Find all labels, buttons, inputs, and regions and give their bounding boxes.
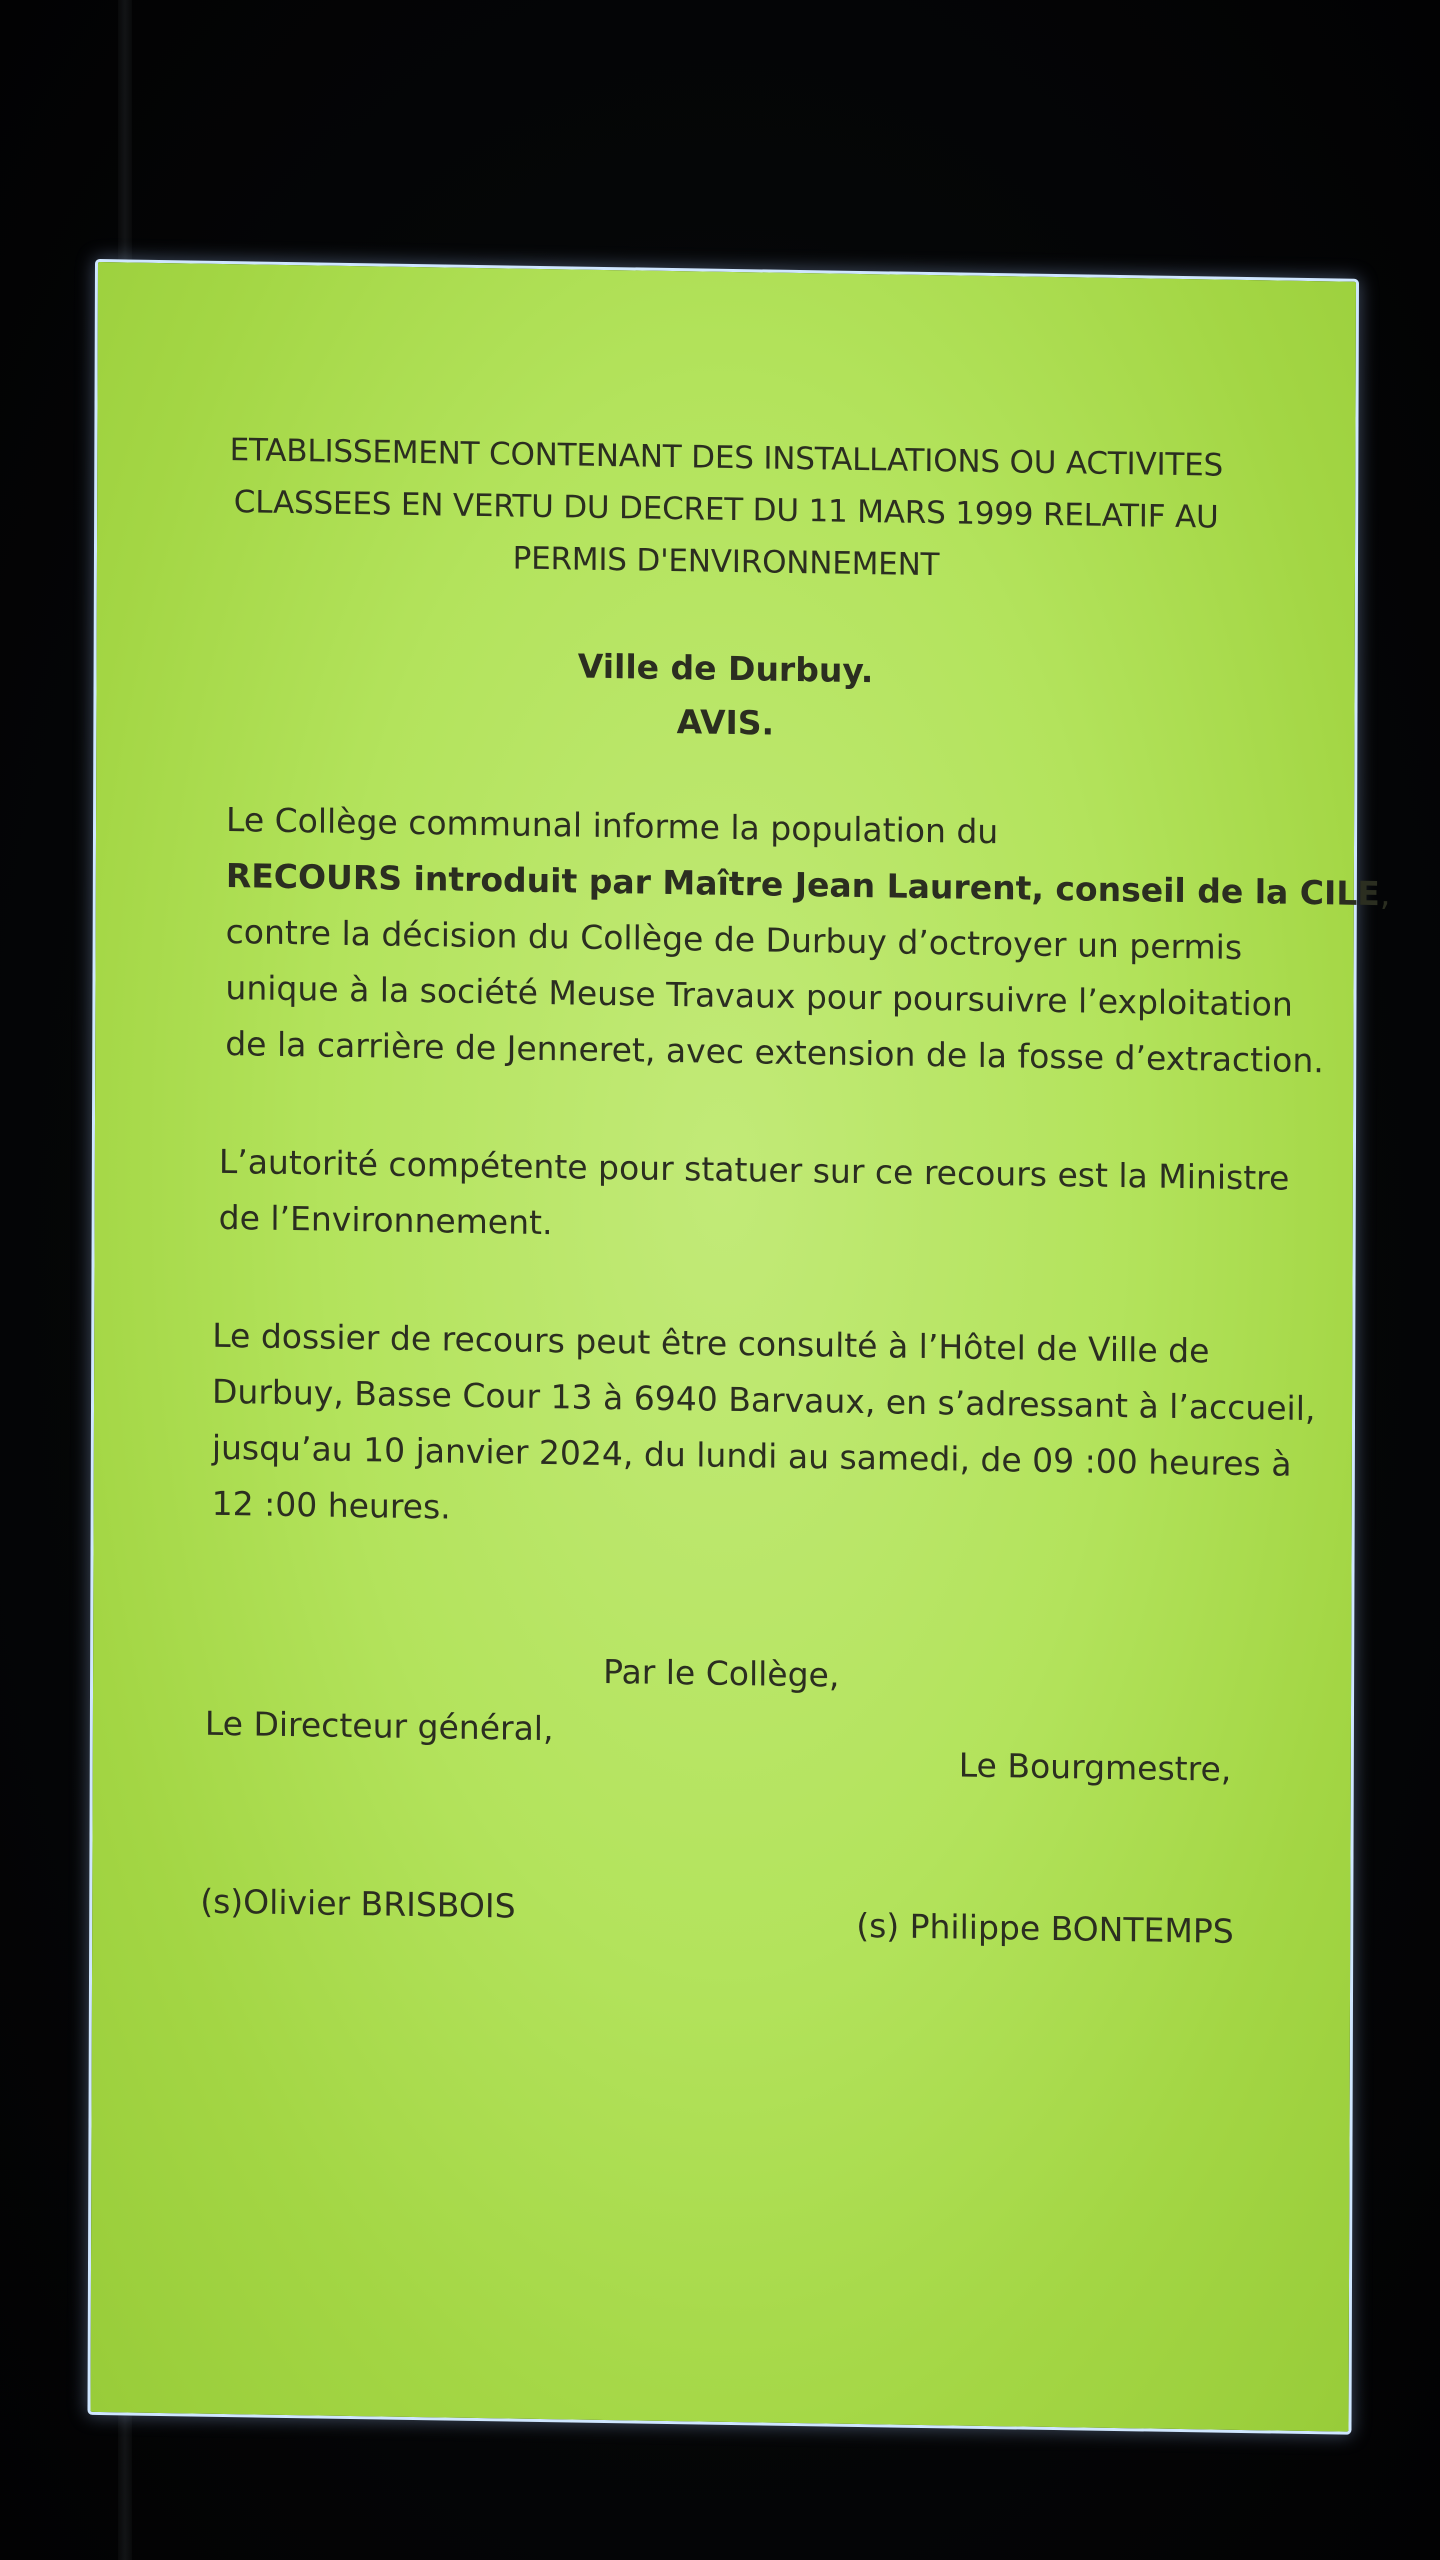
header-line: ETABLISSEMENT CONTENANT DES INSTALLATIONS OU ACTIVITES [229,432,1224,484]
paragraph-line: de la carrière de Jenneret, avec extension de la fosse d’extraction. [225,1024,1324,1081]
paragraph-line: Durbuy, Basse Cour 13 à 6940 Barvaux, en s’adressant à l’accueil, [211,1371,1316,1429]
paragraph-line: 12 :00 heures. [211,1483,451,1527]
paragraph-punctuation: , [1379,874,1391,914]
notice-title-block [96,632,1354,760]
signature-left-name: (s)Olivier BRISBOIS [200,1881,516,1926]
paragraph-line: L’autorité compétente pour statuer sur ce recours est la Ministre [218,1141,1290,1198]
notice-content [90,262,1391,2432]
signature-left-title: Le Directeur général, [204,1703,554,1749]
signature-right-name: (s) Philippe BONTEMPS [856,1905,1234,1951]
paragraph-authority [218,1134,1290,1263]
paragraph-line: unique à la société Meuse Travaux pour poursuivre l’exploitation [225,968,1293,1024]
paragraph-line: Le dossier de recours peut être consulté à l’Hôtel de Ville de [212,1315,1210,1371]
notice-sheet [90,262,1391,2432]
paragraph-consultation [211,1308,1316,1549]
signature-right-title: Le Bourgmestre, [958,1745,1232,1789]
paragraph-line: Le Collège communal informe la population du [225,800,999,852]
town-name: Ville de Durbuy. [577,646,874,691]
paragraph-line: contre la décision du Collège de Durbuy d’octroyer un permis [225,912,1243,967]
notice-header [197,424,1256,597]
header-line: CLASSEES EN VERTU DU DECRET DU 11 MARS 1999 RELATIF AU [233,484,1219,536]
recours-emphasis: RECOURS introduit par Maître Jean Laurent, conseil de la CILE [225,856,1380,914]
paragraph-line: jusqu’au 10 janvier 2024, du lundi au samedi, de 09 :00 heures à [211,1427,1292,1484]
notice-title: AVIS. [676,702,775,743]
header-line: PERMIS D'ENVIRONNEMENT [512,540,940,584]
signature-by-college: Par le Collège, [603,1651,840,1695]
paragraph-line: de l’Environnement. [218,1197,553,1243]
paragraph-recours [225,792,1391,1089]
